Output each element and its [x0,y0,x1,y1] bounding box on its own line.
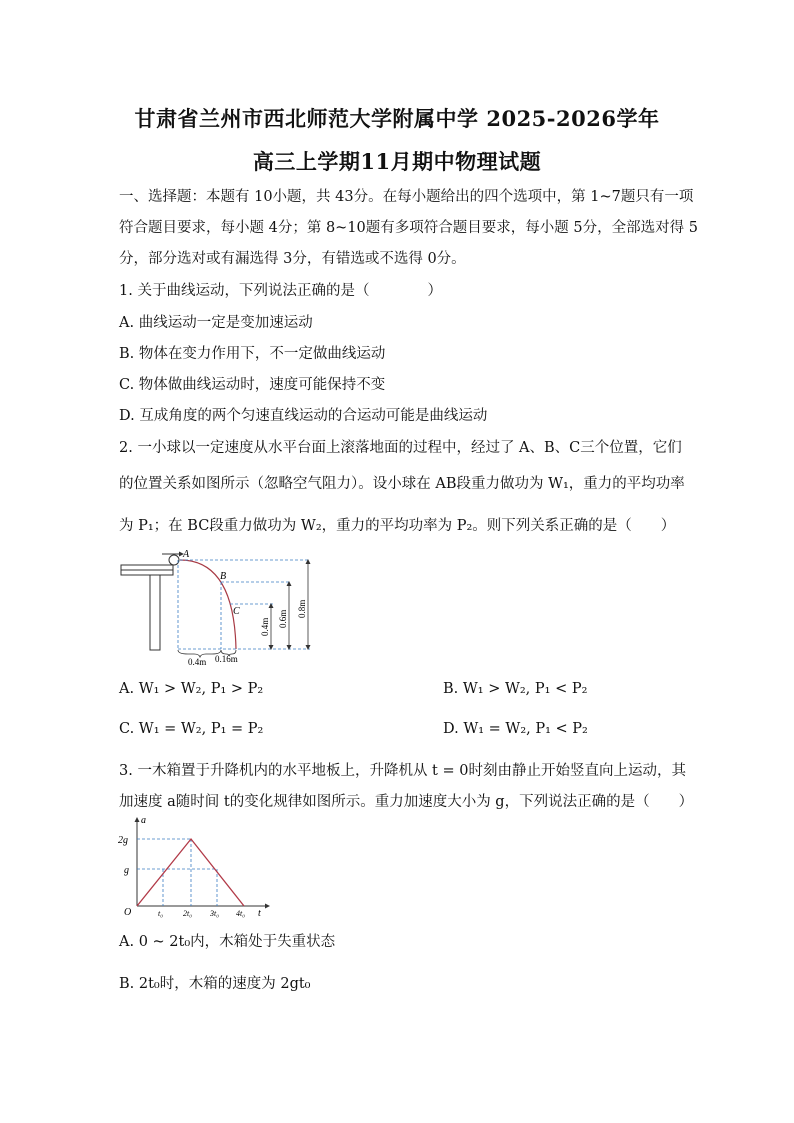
x-axis-label: t [258,908,261,919]
q2-stem-line2: 的位置关系如图所示（忽略空气阻力）。设小球在 AB段重力做功为 W₁，重力的平均功率 [119,476,685,492]
q3-stem-line2: 加速度 a随时间 t的变化规律如图所示。重力加速度大小为 g，下列说法正确的是（ ） [119,794,694,810]
q1-option-d: D. 互成角度的两个匀速直线运动的合运动可能是曲线运动 [119,408,488,424]
x-tick-3t0: 3t₀ [210,909,220,918]
title-line1: 甘肃省兰州市西北师范大学附属中学 2025-2026学年 [134,106,660,131]
q3-option-a: A. 0 ~ 2t₀内，木箱处于失重状态 [119,934,336,950]
y-axis-label: a [141,815,146,826]
q1-stem: 1. 关于曲线运动，下列说法正确的是（ ） [119,283,442,299]
x-tick-2t0: 2t₀ [183,909,193,918]
title-line2: 高三上学期11月期中物理试题 [252,149,542,174]
ball [169,555,179,565]
section-instructions-line2: 符合题目要求，每小题 4分；第 8~10题有多项符合题目要求，每小题 5分，全部选对得 5 [119,220,698,236]
width-0-4m: 0.4m [188,657,207,667]
q2-option-d: D. W₁ = W₂, P₁ < P₂ [443,721,588,737]
q2-option-a: A. W₁ > W₂, P₁ > P₂ [119,681,264,697]
q3-stem-line1: 3. 一木箱置于升降机内的水平地板上，升降机从 t = 0时刻由静止开始竖直向上运动，其 [119,763,686,779]
q2-option-c: C. W₁ = W₂, P₁ = P₂ [119,721,264,737]
y-tick-g: g [124,865,129,876]
height-0-4m: 0.4m [260,617,270,636]
label-b: B [220,571,227,582]
q3-acceleration-graph [116,812,272,920]
q1-option-a: A. 曲线运动一定是变加速运动 [119,315,313,331]
x-tick-t0: t₀ [158,909,164,918]
x-tick-4t0: 4t₀ [236,909,246,918]
origin-label: O [124,907,132,918]
q2-stem-line1: 2. 一小球以一定速度从水平台面上滚落地面的过程中，经过了 A、B、C三个位置，它们 [119,440,682,456]
height-0-6m: 0.6m [278,609,288,628]
q2-projectile-figure [118,546,318,671]
width-0-16m: 0.16m [215,654,238,664]
section-instructions-line3: 分，部分选对或有漏选得 3分，有错选或不选得 0分。 [119,251,466,267]
label-a: A [183,549,190,560]
q1-option-b: B. 物体在变力作用下，不一定做曲线运动 [119,346,386,362]
y-tick-2g: 2g [118,835,128,846]
label-c: C [233,606,240,617]
q1-option-c: C. 物体做曲线运动时，速度可能保持不变 [119,377,386,393]
section-instructions-line1: 一、选择题：本题有 10小题，共 43分。在每小题给出的四个选项中，第 1~7题只有一项 [119,189,694,205]
q2-option-b: B. W₁ > W₂, P₁ < P₂ [443,681,588,697]
q3-option-b: B. 2t₀时，木箱的速度为 2gt₀ [119,976,311,992]
q2-stem-line3: 为 P₁；在 BC段重力做功为 W₂，重力的平均功率为 P₂。则下列关系正确的是（ ） [119,518,676,534]
height-0-8m: 0.8m [297,599,307,618]
